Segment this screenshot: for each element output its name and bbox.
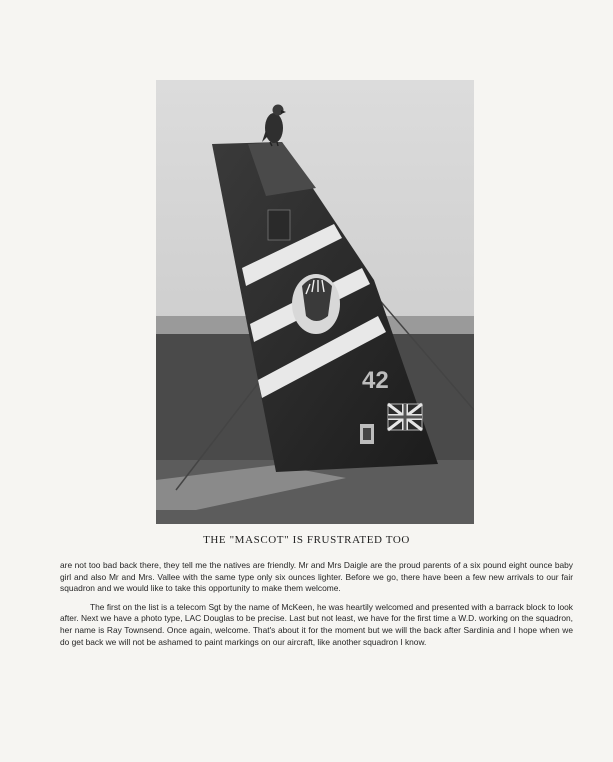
canada-crest bbox=[360, 424, 374, 444]
tail-fin-photo bbox=[156, 80, 474, 524]
union-jack-flag bbox=[388, 404, 422, 430]
photo-caption: THE "MASCOT" IS FRUSTRATED TOO bbox=[203, 534, 410, 546]
tail-number: 42 bbox=[362, 367, 389, 394]
aircraft-tail-illustration bbox=[156, 80, 474, 524]
paragraph: are not too bad back there, they tell me the natives are friendly. Mr and Mrs Daigle are the proud parents of a six pound eight ounce baby girl and also Mr and Mrs. Vallee with the same type only six ounces lighter. Before we go, there have been a few new arrivals to our fair squadron and we would like to take this opportunity to make them welcome. bbox=[60, 560, 573, 594]
paragraph: The first on the list is a telecom Sgt by the name of McKeen, he was heartily welcomed and presented with a barrack block to look after. Next we have a photo type, LAC Douglas to be precise. Last but not least, we have for the first time a W.D. working on the squadron, her name is Ray Townsend. Once again, welcome. That's about it for the moment but we will the back after Sardinia and I hope when we do get back we will not be ashamed to paint markings on our aircraft, like another squadron I know. bbox=[60, 601, 573, 647]
article-body bbox=[60, 560, 573, 655]
